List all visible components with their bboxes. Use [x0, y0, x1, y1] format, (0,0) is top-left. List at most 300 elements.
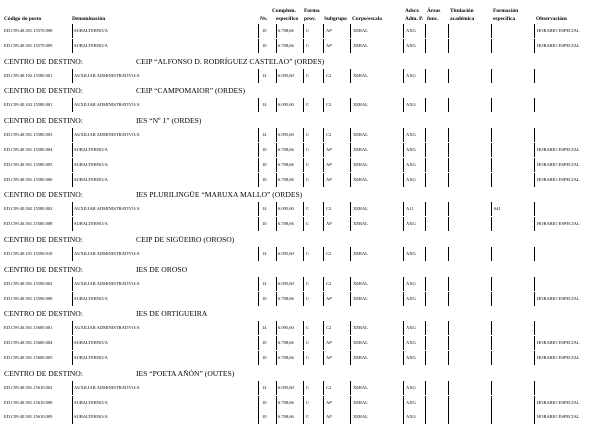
column-divider	[350, 24, 351, 38]
column-divider	[425, 381, 426, 395]
column-divider	[276, 69, 277, 83]
cell-adscr: AXG	[406, 28, 416, 33]
cell-denominacion: SUBALTERNO/A	[74, 28, 108, 33]
cell-complemento: 6.708,66	[278, 28, 294, 33]
cell-codigo: ED.C99.40.501.15600.004	[4, 340, 53, 346]
column-divider	[534, 396, 535, 410]
cell-denominacion: SUBALTERNO/A	[74, 414, 108, 420]
column-divider	[448, 69, 449, 83]
header-codigo: Código do posto	[4, 16, 42, 22]
column-divider	[491, 128, 492, 142]
column-divider	[425, 410, 426, 424]
column-divider	[303, 69, 304, 83]
cell-denominacion: AUXILIAR ADMINISTRATIVO/A	[74, 384, 140, 390]
column-divider	[534, 143, 535, 157]
column-divider	[72, 39, 73, 53]
cell-codigo: ED.C99.40.301.15570.008	[4, 28, 53, 33]
column-divider	[448, 143, 449, 157]
column-divider	[534, 69, 535, 83]
column-divider	[425, 292, 426, 306]
cell-complemento: 6.095,60	[278, 280, 294, 286]
column-divider	[448, 410, 449, 424]
column-divider	[276, 381, 277, 395]
column-divider	[258, 24, 259, 38]
cell-nivel: 14	[262, 72, 267, 78]
header-titulacion-line2: académica	[450, 16, 475, 22]
centro-name: IES PLURILINGÜE “MARUXA MALLO” (ORDES)	[136, 190, 303, 200]
table-row	[0, 41, 615, 51]
centro-label: CENTRO DE DESTINO:	[4, 116, 83, 126]
column-divider	[303, 247, 304, 261]
table-row	[0, 412, 615, 422]
cell-nivel: 10	[262, 295, 267, 301]
column-divider	[72, 410, 73, 424]
column-divider	[303, 336, 304, 350]
cell-forma: C	[306, 340, 310, 346]
column-divider	[258, 336, 259, 350]
cell-complemento: 6.095,60	[278, 102, 294, 108]
column-divider	[350, 128, 351, 142]
table-row	[0, 323, 615, 333]
cell-denominacion: SUBALTERNO/A	[74, 340, 108, 346]
cell-corpo: XERAL	[353, 161, 368, 167]
column-divider	[276, 143, 277, 157]
centro-label: CENTRO DE DESTINO:	[4, 190, 83, 200]
cell-forma: C	[306, 414, 310, 420]
cell-complemento: 6.708,66	[278, 295, 294, 301]
cell-codigo: ED.C99.40.501.15590.008	[4, 295, 53, 301]
cell-nivel: 10	[262, 147, 267, 152]
column-divider	[491, 98, 492, 112]
table-row	[0, 338, 615, 348]
cell-corpo: XERAL	[353, 355, 368, 360]
column-divider	[534, 292, 535, 306]
column-divider	[425, 247, 426, 261]
column-divider	[448, 247, 449, 261]
header-complemento-line2: específico	[276, 16, 299, 22]
cell-corpo: XERAL	[353, 28, 368, 33]
cell-observacions: HORARIO ESPECIAL	[537, 42, 580, 48]
cell-adscr: AXG	[406, 280, 416, 286]
cell-corpo: XERAL	[353, 280, 368, 286]
column-divider	[403, 69, 404, 83]
cell-observacions: HORARIO ESPECIAL	[537, 161, 580, 167]
column-divider	[534, 98, 535, 112]
column-divider	[425, 321, 426, 335]
column-divider	[350, 247, 351, 261]
cell-complemento: 6.708,66	[278, 399, 294, 405]
cell-codigo: ED.C99.40.501.15590.002	[4, 280, 53, 286]
column-divider	[350, 381, 351, 395]
cell-forma: C	[306, 325, 310, 331]
column-divider	[425, 158, 426, 172]
column-divider	[323, 292, 324, 306]
column-divider	[491, 410, 492, 424]
cell-observacions: HORARIO ESPECIAL	[537, 399, 580, 405]
table-row	[0, 71, 615, 81]
column-divider	[425, 39, 426, 53]
column-divider	[491, 202, 492, 216]
cell-adscr: AXG	[406, 147, 416, 152]
cell-nivel: 10	[262, 28, 267, 33]
column-divider	[72, 217, 73, 231]
column-divider	[403, 158, 404, 172]
column-divider	[72, 143, 73, 157]
cell-complemento: 6.708,66	[278, 414, 294, 420]
cell-forma: C	[306, 295, 310, 301]
column-divider	[403, 202, 404, 216]
cell-forma: C	[306, 251, 310, 256]
header-areas-line1: Áreas	[427, 8, 441, 14]
cell-observacions: HORARIO ESPECIAL	[537, 176, 580, 182]
cell-nivel: 14	[262, 325, 267, 331]
column-divider	[323, 143, 324, 157]
column-divider	[276, 98, 277, 112]
column-divider	[303, 158, 304, 172]
column-divider	[258, 173, 259, 187]
cell-subgrupo: AP	[326, 42, 332, 48]
column-divider	[448, 277, 449, 291]
column-divider	[491, 143, 492, 157]
column-divider	[491, 336, 492, 350]
column-divider	[258, 292, 259, 306]
column-divider	[448, 351, 449, 365]
column-divider	[491, 292, 492, 306]
cell-forma: C	[306, 176, 310, 182]
column-divider	[323, 24, 324, 38]
column-divider	[448, 39, 449, 53]
column-divider	[403, 292, 404, 306]
column-divider	[425, 128, 426, 142]
cell-forma: C	[306, 132, 310, 138]
column-divider	[276, 217, 277, 231]
cell-denominacion: AUXILIAR ADMINISTRATIVO/A	[74, 72, 140, 78]
cell-denominacion: AUXILIAR ADMINISTRATIVO/A	[74, 280, 140, 286]
cell-codigo: ED.C99.40.501.15600.005	[4, 355, 53, 360]
column-divider	[258, 39, 259, 53]
cell-subgrupo: C2	[326, 206, 332, 212]
cell-forma: C	[306, 280, 310, 286]
cell-denominacion: AUXILIAR ADMINISTRATIVO/A	[74, 251, 140, 256]
cell-adscr: AXG	[406, 132, 416, 138]
column-divider	[425, 69, 426, 83]
column-divider	[491, 217, 492, 231]
column-divider	[303, 128, 304, 142]
column-divider	[403, 98, 404, 112]
column-divider	[350, 396, 351, 410]
column-divider	[323, 321, 324, 335]
column-divider	[303, 202, 304, 216]
column-divider	[258, 410, 259, 424]
column-divider	[534, 410, 535, 424]
column-divider	[258, 396, 259, 410]
column-divider	[323, 128, 324, 142]
cell-nivel: 10	[262, 221, 267, 227]
column-divider	[448, 321, 449, 335]
column-divider	[534, 321, 535, 335]
centro-name: CEIP “ALFONSO D. RODRÍGUEZ CASTELAO” (ORDES)	[136, 56, 325, 66]
centro-heading	[0, 368, 615, 379]
cell-nivel: 10	[262, 161, 267, 167]
cell-forma: C	[306, 72, 310, 78]
cell-observacions: HORARIO ESPECIAL	[537, 28, 580, 33]
cell-observacions: HORARIO ESPECIAL	[537, 147, 580, 152]
column-divider	[403, 24, 404, 38]
cell-forma: C	[306, 399, 310, 405]
centro-name: IES DE ORTIGUEIRA	[136, 309, 208, 319]
cell-subgrupo: C2	[326, 251, 332, 256]
cell-adscr: AXG	[406, 42, 416, 48]
column-divider	[491, 69, 492, 83]
centro-heading	[0, 85, 615, 96]
column-divider	[323, 277, 324, 291]
cell-adscr: AXG	[406, 355, 416, 360]
column-divider	[323, 173, 324, 187]
cell-adscr: AXG	[406, 176, 416, 182]
column-divider	[425, 24, 426, 38]
cell-subgrupo: C2	[326, 325, 332, 331]
cell-forma: C	[306, 28, 310, 33]
column-divider	[425, 396, 426, 410]
table-row	[0, 398, 615, 408]
column-divider	[350, 410, 351, 424]
cell-codigo: ED.C99.40.102.15580.001	[4, 102, 53, 108]
cell-adscr: AXG	[406, 102, 416, 108]
cell-nivel: 10	[262, 355, 267, 360]
column-divider	[276, 396, 277, 410]
cell-observacions: HORARIO ESPECIAL	[537, 340, 580, 346]
column-divider	[258, 98, 259, 112]
cell-complemento: 6.095,60	[278, 384, 294, 390]
column-divider	[72, 321, 73, 335]
cell-subgrupo: AP	[326, 355, 332, 360]
cell-nivel: 10	[262, 414, 267, 420]
column-divider	[403, 321, 404, 335]
column-divider	[276, 202, 277, 216]
cell-nivel: 10	[262, 399, 267, 405]
column-divider	[72, 336, 73, 350]
column-divider	[491, 321, 492, 335]
cell-nivel: 14	[262, 251, 267, 256]
header-titulacion-line1: Titulación	[450, 8, 474, 14]
header-areas-line2: func.	[427, 16, 439, 22]
column-divider	[303, 24, 304, 38]
column-divider	[350, 98, 351, 112]
cell-nivel: 10	[262, 176, 267, 182]
column-divider	[276, 321, 277, 335]
cell-codigo: ED.C99.40.501.15610.008	[4, 399, 53, 405]
column-divider	[323, 247, 324, 261]
column-divider	[72, 98, 73, 112]
column-divider	[448, 158, 449, 172]
column-divider	[403, 410, 404, 424]
cell-nivel: 14	[262, 132, 267, 138]
header-denominacion: Denominación	[72, 16, 106, 22]
cell-denominacion: AUXILIAR ADMINISTRATIVO/A	[74, 102, 140, 108]
header-formacion-line2: específica	[493, 16, 516, 22]
column-divider	[72, 396, 73, 410]
column-divider	[350, 336, 351, 350]
column-divider	[403, 381, 404, 395]
cell-forma: C	[306, 147, 310, 152]
column-divider	[258, 321, 259, 335]
cell-denominacion: AUXILIAR ADMINISTRATIVO/A	[74, 206, 140, 212]
column-divider	[534, 247, 535, 261]
column-divider	[350, 143, 351, 157]
cell-subgrupo: AP	[326, 414, 332, 420]
header-subgrupo: Subgrupo	[324, 16, 347, 22]
cell-codigo: ED.C99.40.501.15580.003	[4, 132, 53, 138]
column-divider	[323, 217, 324, 231]
column-divider	[425, 351, 426, 365]
column-divider	[403, 128, 404, 142]
cell-complemento: 6.708,66	[278, 161, 294, 167]
column-divider	[323, 410, 324, 424]
cell-adscr: AXG	[406, 414, 416, 420]
column-divider	[403, 247, 404, 261]
column-divider	[323, 351, 324, 365]
cell-complemento: 6.095,60	[278, 251, 294, 256]
column-divider	[425, 277, 426, 291]
cell-denominacion: AUXILIAR ADMINISTRATIVO/A	[74, 325, 140, 331]
column-divider	[276, 351, 277, 365]
cell-forma: C	[306, 102, 310, 108]
table-row	[0, 294, 615, 304]
column-divider	[534, 24, 535, 38]
column-divider	[350, 277, 351, 291]
column-divider	[534, 336, 535, 350]
column-divider	[425, 202, 426, 216]
cell-nivel: 14	[262, 280, 267, 286]
cell-denominacion: SUBALTERNO/A	[74, 355, 108, 360]
column-divider	[72, 351, 73, 365]
column-divider	[72, 277, 73, 291]
cell-codigo: ED.C99.40.501.15580.005	[4, 161, 53, 167]
cell-codigo: ED.C99.40.102.15580.001	[4, 72, 53, 78]
cell-denominacion: SUBALTERNO/A	[74, 399, 108, 405]
cell-subgrupo: AP	[326, 399, 332, 405]
table-row	[0, 279, 615, 289]
column-divider	[258, 143, 259, 157]
column-divider	[403, 143, 404, 157]
table-row	[0, 249, 615, 259]
centro-name: IES “Nº 1” (ORDES)	[136, 116, 202, 126]
cell-denominacion: SUBALTERNO/A	[74, 42, 108, 48]
cell-nivel: 10	[262, 42, 267, 48]
column-divider	[403, 336, 404, 350]
column-divider	[258, 128, 259, 142]
column-divider	[72, 292, 73, 306]
column-divider	[350, 321, 351, 335]
cell-complemento: 6.095,60	[278, 206, 294, 212]
cell-adscr: AXG	[406, 340, 416, 346]
column-divider	[323, 39, 324, 53]
cell-denominacion: SUBALTERNO/A	[74, 176, 108, 182]
column-divider	[258, 247, 259, 261]
centro-name: IES DE OROSO	[136, 264, 188, 274]
column-divider	[72, 128, 73, 142]
cell-forma: C	[306, 161, 310, 167]
cell-adscr: AXG	[406, 161, 416, 167]
cell-forma: C	[306, 384, 310, 390]
column-divider	[303, 381, 304, 395]
cell-corpo: XERAL	[353, 221, 368, 227]
cell-denominacion: SUBALTERNO/A	[74, 147, 108, 152]
column-divider	[491, 396, 492, 410]
column-divider	[303, 173, 304, 187]
column-divider	[448, 202, 449, 216]
column-divider	[534, 351, 535, 365]
cell-forma: C	[306, 42, 310, 48]
column-divider	[303, 396, 304, 410]
column-divider	[350, 292, 351, 306]
cell-adscr: AXG	[406, 325, 416, 331]
cell-observacions: HORARIO ESPECIAL	[537, 355, 580, 360]
cell-corpo: XERAL	[353, 251, 368, 256]
column-divider	[323, 158, 324, 172]
cell-nivel: 14	[262, 102, 267, 108]
column-divider	[303, 277, 304, 291]
column-divider	[72, 173, 73, 187]
column-divider	[323, 98, 324, 112]
centro-heading	[0, 308, 615, 319]
header-adscr-line1: Adscr.	[405, 8, 420, 14]
column-divider	[276, 247, 277, 261]
cell-adscr: AXG	[406, 72, 416, 78]
centro-label: CENTRO DE DESTINO:	[4, 309, 83, 319]
column-divider	[350, 351, 351, 365]
column-divider	[276, 173, 277, 187]
table-row	[0, 175, 615, 185]
cell-corpo: XERAL	[353, 42, 368, 48]
column-divider	[258, 277, 259, 291]
cell-denominacion: SUBALTERNO/A	[74, 161, 108, 167]
column-divider	[534, 381, 535, 395]
column-divider	[403, 396, 404, 410]
cell-nivel: 14	[262, 206, 267, 212]
table-row	[0, 145, 615, 155]
column-divider	[534, 277, 535, 291]
cell-subgrupo: C2	[326, 102, 332, 108]
cell-corpo: XERAL	[353, 206, 368, 212]
column-divider	[350, 39, 351, 53]
cell-corpo: XERAL	[353, 132, 368, 138]
table-row	[0, 219, 615, 229]
column-divider	[276, 158, 277, 172]
cell-adscr: A11	[406, 206, 414, 212]
cell-complemento: 6.708,66	[278, 340, 294, 346]
cell-subgrupo: AP	[326, 295, 332, 301]
centro-heading	[0, 189, 615, 200]
column-divider	[350, 158, 351, 172]
header-observacions: Observacións	[536, 16, 568, 22]
column-divider	[491, 24, 492, 38]
column-divider	[425, 336, 426, 350]
cell-corpo: XERAL	[353, 176, 368, 182]
cell-codigo: ED.C99.40.501.15610.009	[4, 414, 53, 420]
column-divider	[425, 217, 426, 231]
column-divider	[534, 217, 535, 231]
cell-adscr: AXG	[406, 295, 416, 301]
column-divider	[276, 336, 277, 350]
column-divider	[448, 217, 449, 231]
column-divider	[258, 158, 259, 172]
cell-nivel: 10	[262, 340, 267, 346]
header-formacion-line1: Formación	[493, 8, 519, 14]
column-divider	[403, 351, 404, 365]
column-divider	[323, 202, 324, 216]
column-divider	[425, 173, 426, 187]
